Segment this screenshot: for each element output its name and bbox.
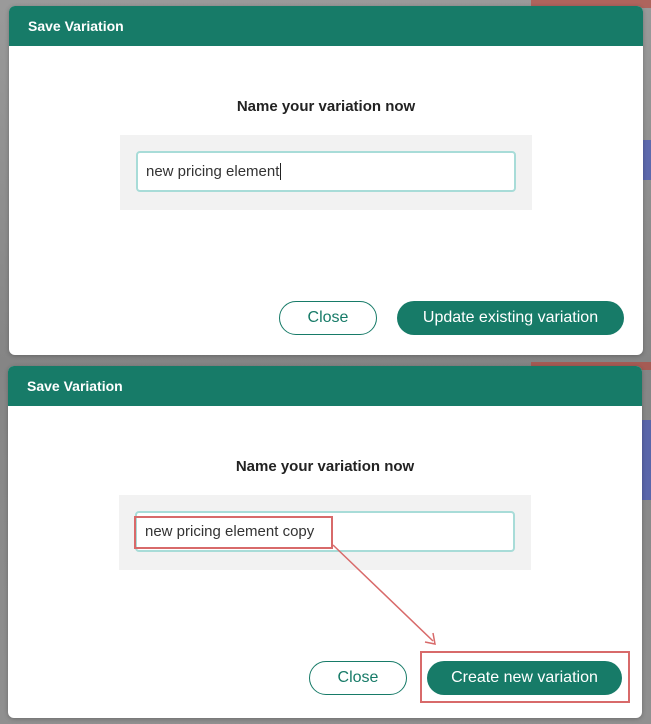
close-button[interactable]: Close bbox=[309, 661, 407, 695]
create-new-variation-button[interactable]: Create new variation bbox=[427, 661, 622, 695]
update-existing-variation-button[interactable]: Update existing variation bbox=[397, 301, 624, 335]
variation-name-value: new pricing element bbox=[146, 163, 280, 180]
dialog-title: Save Variation bbox=[9, 6, 643, 46]
dialog-title: Save Variation bbox=[8, 366, 642, 406]
dialog-prompt: Name your variation now bbox=[236, 98, 416, 115]
close-button[interactable]: Close bbox=[279, 301, 377, 335]
dialog-prompt: Name your variation now bbox=[235, 458, 415, 475]
variation-name-value: new pricing element copy bbox=[145, 523, 315, 540]
